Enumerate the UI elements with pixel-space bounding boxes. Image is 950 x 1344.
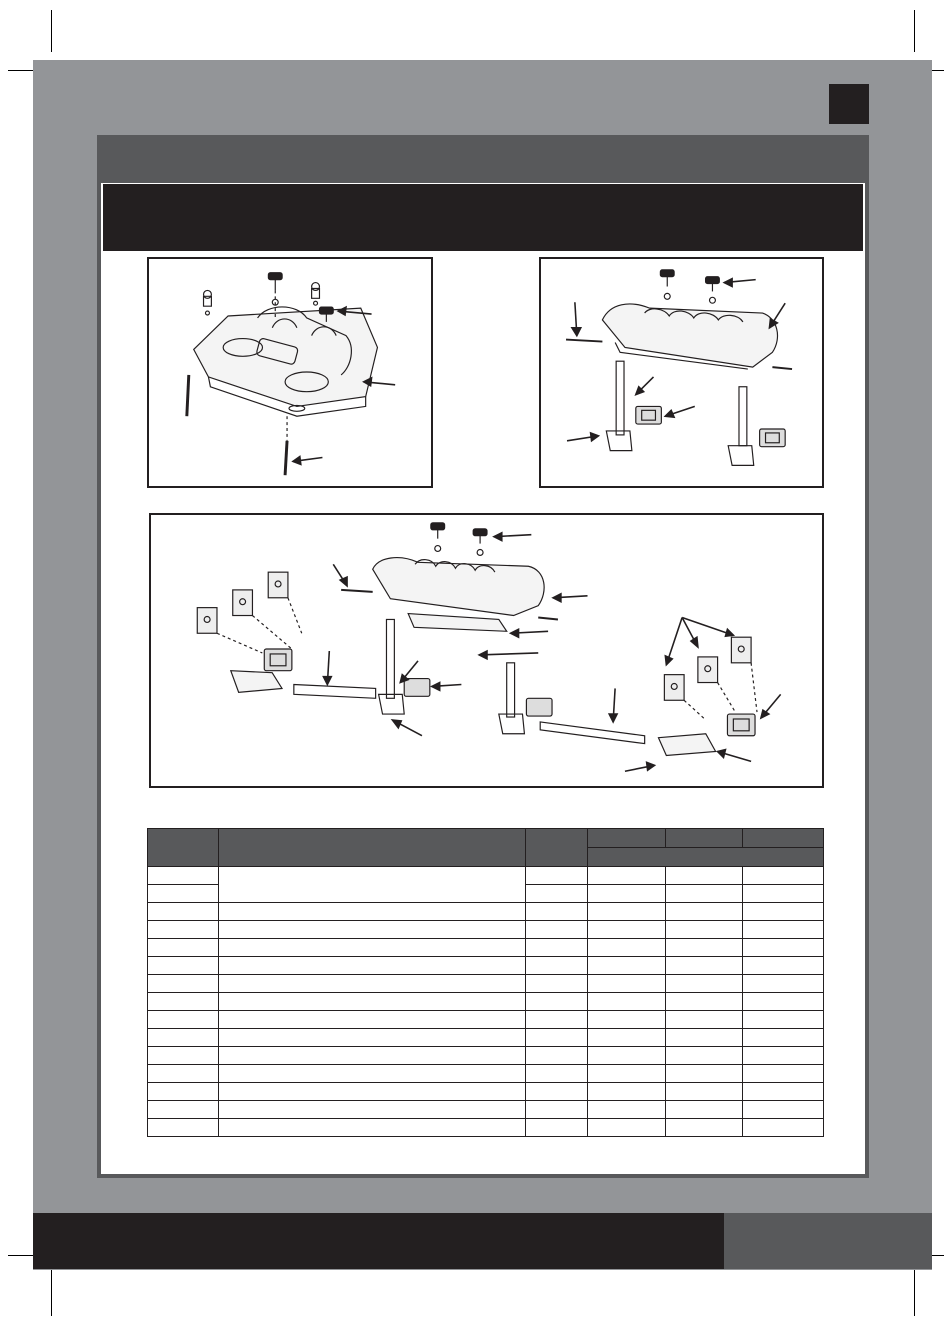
- table-cell: [743, 1101, 824, 1119]
- bracket-icon: [731, 637, 751, 663]
- washer-icon: [710, 297, 716, 303]
- table-cell: [666, 1065, 743, 1083]
- table-cell: [526, 957, 588, 975]
- table-cell: [743, 1011, 824, 1029]
- arrow-icon: [625, 762, 655, 771]
- bracket-icon: [197, 608, 217, 634]
- table-cell: [148, 1029, 219, 1047]
- table-row: [148, 939, 824, 957]
- diagram-frame-clamp: [539, 257, 824, 488]
- knob-bolt-icon: [473, 529, 487, 544]
- arrow-icon: [432, 683, 462, 691]
- table-cell: [219, 1011, 526, 1029]
- table-cell: [743, 975, 824, 993]
- diagram-full-assembly: [149, 513, 824, 788]
- arrow-icon: [553, 594, 587, 602]
- table-cell: [666, 1119, 743, 1137]
- header-band: [97, 135, 869, 183]
- cap-nut-icon: [312, 283, 320, 299]
- table-cell: [148, 867, 219, 885]
- table-cell: [526, 903, 588, 921]
- table-cell: [743, 1047, 824, 1065]
- knob-bolt-icon: [706, 277, 720, 292]
- table-cell: [219, 939, 526, 957]
- tray-bar-icon: [373, 558, 544, 616]
- table-cell: [666, 1083, 743, 1101]
- table-cell: [526, 867, 588, 885]
- table-cell: [219, 1065, 526, 1083]
- table-row: [148, 903, 824, 921]
- knob-bolt-icon: [660, 270, 674, 287]
- washer-icon: [314, 301, 318, 305]
- footer-band: [33, 1213, 724, 1269]
- table-cell: [526, 1119, 588, 1137]
- table-cell: [148, 1047, 219, 1065]
- table-cell: [588, 1065, 666, 1083]
- pin-icon: [187, 375, 189, 416]
- table-row: [148, 1101, 824, 1119]
- table-cell: [588, 1029, 666, 1047]
- table-cell: [588, 903, 666, 921]
- table-cell: [666, 993, 743, 1011]
- table-cell: [219, 1047, 526, 1065]
- table-cell: [148, 1083, 219, 1101]
- table-cell: [588, 993, 666, 1011]
- washer-icon: [205, 311, 209, 315]
- table-cell: [526, 1083, 588, 1101]
- clamp-icon: [264, 649, 292, 671]
- table-row: [148, 975, 824, 993]
- bracket-icon: [233, 590, 253, 616]
- pole-icon: [739, 387, 747, 446]
- table-cell: [526, 939, 588, 957]
- table-cell: [526, 1029, 588, 1047]
- table-cell: [588, 1011, 666, 1029]
- table-cell: [666, 1011, 743, 1029]
- table-cell: [743, 993, 824, 1011]
- clamp-icon: [526, 698, 552, 716]
- knob-bolt-icon: [431, 523, 445, 539]
- table-cell: [666, 921, 743, 939]
- table-cell: [588, 921, 666, 939]
- table-cell: [666, 1047, 743, 1065]
- bracket-icon: [664, 675, 684, 701]
- table-row: [148, 1083, 824, 1101]
- table-row: [148, 993, 824, 1011]
- clamp-icon: [760, 429, 786, 447]
- arrow-icon: [572, 302, 581, 335]
- table-cell: [743, 1083, 824, 1101]
- support-bar-icon: [294, 684, 376, 698]
- table-body: [148, 867, 824, 1137]
- title-band: [103, 184, 863, 251]
- table-row: [148, 1047, 824, 1065]
- arrow-icon: [479, 651, 538, 659]
- arrow-icon: [392, 720, 422, 736]
- table-cell: [743, 1119, 824, 1137]
- header-cell: [743, 829, 824, 848]
- tray-assembly-drawing: [149, 259, 431, 486]
- header-cell: [666, 829, 743, 848]
- table-cell: [588, 1119, 666, 1137]
- table-cell: [219, 1101, 526, 1119]
- table-cell: [148, 1101, 219, 1119]
- table-cell: [219, 921, 526, 939]
- table-cell: [148, 1065, 219, 1083]
- clamp-icon: [636, 406, 662, 424]
- clamp-icon: [727, 714, 755, 736]
- table-cell: [743, 921, 824, 939]
- arrow-icon: [333, 564, 347, 586]
- table-cell: [588, 885, 666, 903]
- pin-icon: [285, 441, 287, 475]
- table-cell: [526, 1065, 588, 1083]
- pole-icon: [507, 663, 515, 717]
- table-cell: [588, 975, 666, 993]
- table-cell: [743, 885, 824, 903]
- arrow-icon: [511, 629, 548, 637]
- table-cell: [148, 1119, 219, 1137]
- table-cell: [526, 1011, 588, 1029]
- washer-icon: [435, 546, 441, 552]
- table-cell: [743, 939, 824, 957]
- table-cell: [148, 903, 219, 921]
- table-cell: [743, 867, 824, 885]
- page-corner-marker: [829, 84, 869, 124]
- table-cell: [526, 885, 588, 903]
- arrow-icon: [364, 378, 395, 386]
- table-cell: [219, 993, 526, 1011]
- table-row: [148, 867, 824, 885]
- arrow-icon: [494, 533, 531, 541]
- table-cell: [526, 1101, 588, 1119]
- table-cell: [743, 1029, 824, 1047]
- arrow-icon: [769, 303, 785, 328]
- arrow-icon: [636, 377, 654, 395]
- header-cell: [148, 829, 219, 867]
- bracket-icon: [268, 572, 288, 598]
- table-cell: [219, 957, 526, 975]
- arrow-icon: [761, 694, 781, 718]
- table-cell: [666, 903, 743, 921]
- table-cell: [219, 903, 526, 921]
- table-cell: [666, 867, 743, 885]
- table-header-row: [148, 829, 824, 848]
- arrow-icon: [718, 750, 752, 762]
- table-cell: [526, 1047, 588, 1065]
- table-cell: [588, 939, 666, 957]
- table-cell: [588, 1101, 666, 1119]
- table-cell: [148, 921, 219, 939]
- washer-icon: [477, 549, 483, 555]
- table-cell: [219, 975, 526, 993]
- table-cell: [743, 903, 824, 921]
- table-row: [148, 1011, 824, 1029]
- footer-tab: [724, 1213, 932, 1269]
- cap-nut-icon: [204, 290, 212, 306]
- arrow-icon: [293, 457, 322, 465]
- crop-mark: [914, 1270, 915, 1316]
- table-row: [148, 1029, 824, 1047]
- table-cell: [148, 885, 219, 903]
- parts-table: [147, 828, 824, 1137]
- table-cell: [743, 1065, 824, 1083]
- table-cell: [526, 975, 588, 993]
- table-cell: [666, 885, 743, 903]
- table-cell: [588, 1083, 666, 1101]
- washer-icon: [664, 293, 670, 299]
- table-row: [148, 1119, 824, 1137]
- arrow-icon: [665, 406, 694, 417]
- table-row: [148, 921, 824, 939]
- knob-bolt-icon: [268, 273, 282, 291]
- table-cell: [666, 939, 743, 957]
- table-cell: [666, 1029, 743, 1047]
- table-cell: [666, 957, 743, 975]
- table-cell: [743, 957, 824, 975]
- bracket-icon: [698, 657, 718, 683]
- table-cell: [148, 957, 219, 975]
- table-cell: [588, 867, 666, 885]
- diagram-tray-assembly: [147, 257, 433, 488]
- table-cell: [148, 975, 219, 993]
- crop-mark: [51, 1270, 52, 1316]
- table-cell: [526, 993, 588, 1011]
- header-cell: [588, 829, 666, 848]
- table-cell: [219, 1029, 526, 1047]
- table-cell: [148, 993, 219, 1011]
- table-row: [148, 957, 824, 975]
- arrow-icon: [323, 651, 331, 685]
- table-cell: [588, 957, 666, 975]
- crop-mark: [51, 10, 52, 52]
- support-bar-icon: [408, 614, 507, 632]
- support-bar-icon: [540, 722, 644, 744]
- arrow-icon: [609, 688, 617, 722]
- header-cell: [526, 829, 588, 867]
- arrow-icon: [567, 433, 598, 441]
- table-cell: [219, 1083, 526, 1101]
- header-cell: [219, 829, 526, 867]
- frame-clamp-drawing: [541, 259, 822, 486]
- table-cell: [666, 1101, 743, 1119]
- pole-icon: [616, 361, 624, 435]
- table-cell: [526, 921, 588, 939]
- table-cell: [588, 1047, 666, 1065]
- full-assembly-drawing: [151, 515, 822, 786]
- table-cell: [219, 1119, 526, 1137]
- arrow-icon: [724, 279, 755, 287]
- table-cell: [666, 975, 743, 993]
- crop-mark: [914, 10, 915, 52]
- clamp-icon: [404, 679, 430, 697]
- table-cell: [219, 867, 526, 903]
- table-cell: [148, 939, 219, 957]
- table-row: [148, 1065, 824, 1083]
- subheader-cell: [588, 848, 824, 867]
- tray-icon: [194, 308, 378, 406]
- table-cell: [148, 1011, 219, 1029]
- arrow-icon: [665, 617, 682, 664]
- pole-icon: [386, 619, 394, 698]
